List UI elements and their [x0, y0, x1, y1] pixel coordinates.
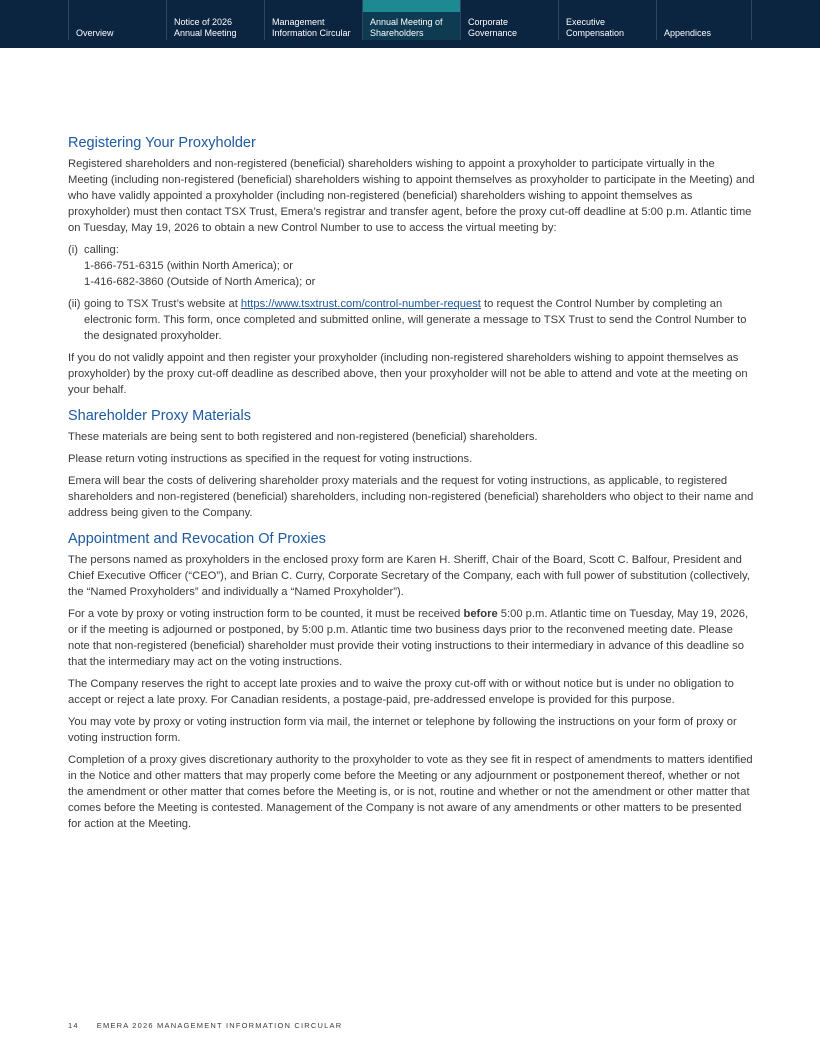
- tab-label: Annual Meeting of Shareholders: [370, 17, 443, 38]
- paragraph: Completion of a proxy gives discretionary authority to the proxyholder to vote as they see fit in respect of amendments to matters identified in the Notice and other matters that may properly come before the Meeting or any adjournment or postponement thereof, whether or not the amendment or other matter that comes before the Meeting is, or is not, routine and whether or not the amendment or other matter that comes before the Meeting is contested. Management of the Company is not aware of any amendments or other matters to be presented for action at the Meeting.: [68, 754, 753, 830]
- phone-number-outside-north-america: 1-416-682-3860 (Outside of North America); or: [84, 276, 316, 288]
- paragraph: If you do not validly appoint and then register your proxyholder (including non-registered shareholders wishing to appoint themselves as proxyholder) by the proxy cut-off deadline as described above, then your proxyholder will not be able to attend and vote at the meeting on your behalf.: [68, 352, 748, 396]
- paragraph: [68, 606, 756, 670]
- main-content: [68, 133, 756, 838]
- section-heading-shareholder-proxy-materials: Shareholder Proxy Materials: [68, 408, 251, 424]
- paragraph: Emera will bear the costs of delivering shareholder proxy materials and the request for voting instructions, as applicable, to registered shareholders and non-registered (beneficial) shareholders, including non-registered (beneficial) shareholders who object to their name and address being given to the Company.: [68, 475, 754, 519]
- tab-label: Executive Compensation: [566, 17, 625, 38]
- document-title: EMERA 2026 MANAGEMENT INFORMATION CIRCULAR: [96, 1021, 343, 1030]
- tab-label: Appendices: [664, 28, 712, 38]
- tab-notice-of-annual-meeting[interactable]: [166, 0, 264, 40]
- tab-label: Notice of 2026 Annual Meeting: [174, 17, 237, 38]
- page-footer: [68, 1021, 342, 1030]
- paragraph: The persons named as proxyholders in the enclosed proxy form are Karen H. Sheriff, Chair of the Board, Scott C. Balfour, President and Chief Executive Officer (“CEO”), and Brian C. Curry, Corporate Secretary of the Company, each with full power of substitution (collectively, the “Named Proxyholders” and individually a “Named Proxyholder”).: [68, 554, 750, 598]
- tab-label: Management Information Circular: [272, 17, 351, 38]
- tab-corporate-governance[interactable]: [460, 0, 558, 40]
- list-item-text: to request the Control Number by completing an electronic form. This form, once completed and submitted online, will generate a message to TSX Trust to send the Control Number to the designated proxyholder.: [84, 298, 747, 342]
- tab-management-information-circular[interactable]: [264, 0, 362, 40]
- paragraph: These materials are being sent to both registered and non-registered (beneficial) shareholders.: [68, 431, 538, 443]
- list-item: [68, 242, 756, 290]
- section-heading-registering-proxyholder: Registering Your Proxyholder: [68, 135, 256, 151]
- tab-annual-meeting-of-shareholders[interactable]: [362, 0, 460, 40]
- paragraph: You may vote by proxy or voting instruction form via mail, the internet or telephone by following the instructions on your form of proxy or voting instruction form.: [68, 716, 737, 744]
- emphasis-before: before: [463, 608, 498, 620]
- paragraph-text: For a vote by proxy or voting instruction form to be counted, it must be received: [68, 608, 464, 620]
- list-item-text: going to TSX Trust’s website at: [84, 298, 241, 310]
- list-item-text: calling:: [84, 244, 119, 256]
- top-navigation: [0, 0, 820, 48]
- tsx-trust-control-number-link[interactable]: https://www.tsxtrust.com/control-number-request: [240, 298, 481, 310]
- phone-number-north-america: 1-866-751-6315 (within North America); or: [84, 260, 293, 272]
- tab-appendices[interactable]: [656, 0, 752, 40]
- paragraph: The Company reserves the right to accept late proxies and to waive the proxy cut-off with or without notice but is under no obligation to accept or reject a late proxy. For Canadian residents, a postage-paid, pre-addressed envelope is provided for this purpose.: [68, 678, 734, 706]
- list-marker: (ii): [68, 298, 81, 310]
- tab-label: Corporate Governance: [468, 17, 518, 38]
- list-item: [68, 296, 756, 344]
- paragraph: Registered shareholders and non-registered (beneficial) shareholders wishing to appoint a proxyholder to participate virtually in the Meeting (including non-registered (beneficial) shareholders wishing to appoint themselves as proxyholder to participate in the Meeting) and who have validly appointed a proxyholder (including non-registered (beneficial) shareholders wishing to appoint themselves as proxyholder) must then contact TSX Trust, Emera’s registrar and transfer agent, before the proxy cut-off deadline at 5:00 p.m. Atlantic time on Tuesday, May 19, 2026 to obtain a new Control Number to use to access the virtual meeting by:: [68, 158, 755, 234]
- list-marker: (i): [68, 244, 78, 256]
- paragraph-text: 5:00 p.m. Atlantic time on Tuesday, May 19, 2026, or if the meeting is adjourned or postponed, by 5:00 p.m. Atlantic time two business days prior to the reconvened meeting date. Please note that non-registered (beneficial) shareholder must provide their voting instructions to their intermediary in advance of this deadline so that the intermediary may act on the voting instructions.: [68, 608, 749, 668]
- tab-executive-compensation[interactable]: [558, 0, 656, 40]
- tab-label: Overview: [76, 28, 114, 38]
- tab-overview[interactable]: [68, 0, 166, 40]
- section-heading-appointment-revocation-proxies: Appointment and Revocation Of Proxies: [68, 531, 326, 547]
- page-number: 14: [68, 1021, 79, 1030]
- paragraph: Please return voting instructions as specified in the request for voting instructions.: [68, 453, 473, 465]
